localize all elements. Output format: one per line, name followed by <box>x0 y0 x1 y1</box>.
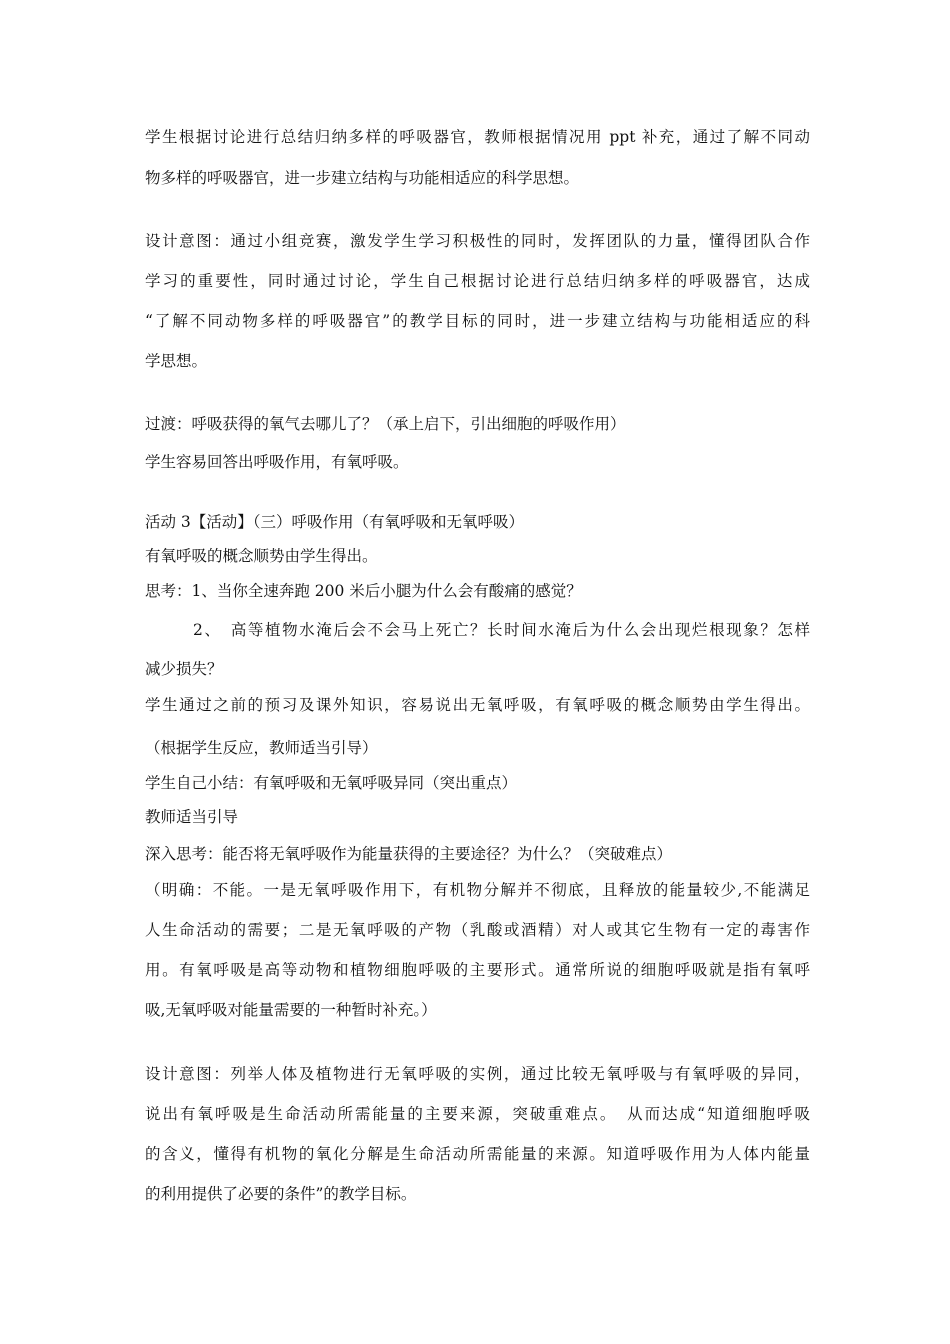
text-line: 设计意图：列举人体及植物进行无氧呼吸的实例，通过比较无氧呼吸与有氧呼吸的异同， <box>145 1065 810 1083</box>
text-line: （根据学生反应，教师适当引导） <box>145 739 378 757</box>
text-line: 用。有氧呼吸是高等动物和植物细胞呼吸的主要形式。通常所说的细胞呼吸就是指有氧呼 <box>145 961 810 979</box>
text-line: 物多样的呼吸器官，进一步建立结构与功能相适应的科学思想。 <box>145 169 580 187</box>
text-line: 学生自己小结：有氧呼吸和无氧呼吸异同（突出重点） <box>145 774 518 792</box>
text-line: 吸,无氧呼吸对能量需要的一种暂时补充。） <box>145 1001 437 1019</box>
text-line: 学思想。 <box>145 352 208 370</box>
text-line: 学生容易回答出呼吸作用，有氧呼吸。 <box>145 453 409 471</box>
text-line: “了解不同动物多样的呼吸器官”的教学目标的同时，进一步建立结构与功能相适应的科 <box>145 312 810 330</box>
text-line: 设计意图：通过小组竞赛，激发学生学习积极性的同时，发挥团队的力量，懂得团队合作 <box>145 232 810 250</box>
text-line: 学习的重要性，同时通过讨论，学生自己根据讨论进行总结归纳多样的呼吸器官，达成 <box>145 272 810 290</box>
text-line: 2、 高等植物水淹后会不会马上死亡？长时间水淹后为什么会出现烂根现象？怎样 <box>193 621 810 639</box>
text-line: 学生通过之前的预习及课外知识，容易说出无氧呼吸，有氧呼吸的概念顺势由学生得出。 <box>145 696 810 714</box>
text-line: 减少损失？ <box>145 660 223 678</box>
text-line: 学生根据讨论进行总结归纳多样的呼吸器官，教师根据情况用 ppt 补充，通过了解不同动 <box>145 128 810 146</box>
text-line: 说出有氧呼吸是生命活动所需能量的主要来源，突破重难点。 从而达成“知道细胞呼吸 <box>145 1105 810 1123</box>
text-line: 的含义，懂得有机物的氧化分解是生命活动所需能量的来源。知道呼吸作用为人体内能量 <box>145 1145 810 1163</box>
text-line: （明确：不能。一是无氧呼吸作用下，有机物分解并不彻底，且释放的能量较少,不能满足 <box>145 881 810 899</box>
text-line: 的利用提供了必要的条件”的教学目标。 <box>145 1185 417 1203</box>
text-line: 深入思考：能否将无氧呼吸作为能量获得的主要途径？为什么？（突破难点） <box>145 845 673 863</box>
text-line: 有氧呼吸的概念顺势由学生得出。 <box>145 547 378 565</box>
text-line: 思考：1、当你全速奔跑 200 米后小腿为什么会有酸痛的感觉？ <box>145 582 582 600</box>
text-line: 过渡：呼吸获得的氧气去哪儿了？（承上启下，引出细胞的呼吸作用） <box>145 415 626 433</box>
text-line: 教师适当引导 <box>145 808 239 826</box>
text-line: 人生命活动的需要；二是无氧呼吸的产物（乳酸或酒精）对人或其它生物有一定的毒害作 <box>145 921 810 939</box>
text-line: 活动 3【活动】（三）呼吸作用（有氧呼吸和无氧呼吸） <box>145 513 525 531</box>
